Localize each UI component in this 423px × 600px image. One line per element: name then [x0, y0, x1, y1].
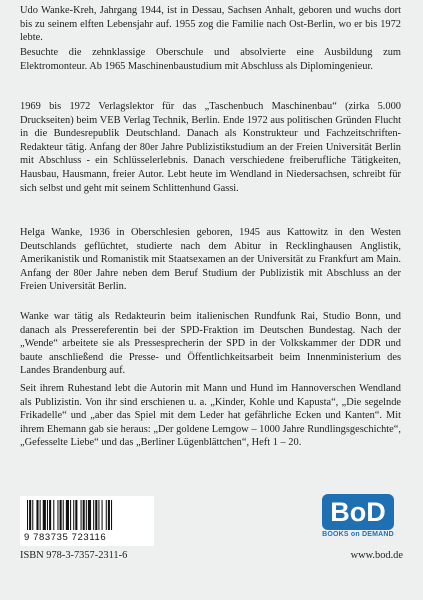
- bio-text: Wanke war tätig als Redakteurin beim italienischen Rundfunk Rai, Studio Bonn, und danach als Pressereferentin bei der SPD-Fraktion im Deutschen Bundestag. Nach der „Wende“ arbeitete sie als Pressesprecherin der SPD in der Volkskammer der DDR und baute anschließend die Presse- und Öffentlichkeitsarbeit beim Innenministerium des Landes Brandenburg auf.: [20, 311, 401, 377]
- bio-text: Udo Wanke-Kreh, Jahrgang 1944, ist in Dessau, Sachsen Anhalt, geboren und wuchs dort bis zu seinem elften Lebensjahr auf. 1955 zog die Familie nach Ost-Berlin, wo er bis 1972 lebte.: [20, 5, 401, 44]
- bio-text: Seit ihrem Ruhestand lebt die Autorin mit Mann und Hund im Hannoverschen Wendland als Publizistin. Von ihr sind erschienen u. a. „Kinder, Kohle und Kapusta“, „Die segelnde Frikadelle“ und „aber das Spiel mit dem Leder hat gefährliche Ecken und Kanten“. Mit ihrem Ehemann gab sie heraus: „Der goldene Lemgow – 1000 Jahre Rundlingsgeschichte“, „Gefesselte Liebe“ und das „Berliner Lügenblättchen“, Heft 1 – 20.: [20, 383, 401, 449]
- coauthor-bio-paragraph-3: [20, 382, 401, 450]
- coauthor-bio-paragraph-2: [20, 310, 401, 378]
- coauthor-bio-paragraph-1: [20, 226, 401, 294]
- barcode-bars: [27, 500, 147, 532]
- publisher-logo: [312, 494, 404, 544]
- author-bio-paragraph-3: [20, 100, 401, 195]
- bio-text: Helga Wanke, 1936 in Oberschlesien geboren, 1945 aus Kattowitz in den Westen Deutschlands geflüchtet, studierte nach dem Abitur in Recklinghausen Anglistik, Amerikanistik und Romanistik mit Staatsexamen an der Universität zu Frankfurt am Main. Anfang der 80er Jahre neben dem Beruf Studium der Publizistik mit Abschluss an der Freien Universität Berlin.: [20, 227, 401, 293]
- bod-logo-subtitle: BOOKS on DEMAND: [322, 531, 394, 538]
- bod-logo-mark: BoD: [322, 494, 394, 530]
- publisher-website: www.bod.de: [350, 550, 403, 561]
- bio-text: Besuchte die zehnklassige Oberschule und absolvierte eine Ausbildung zum Elektromonteur. Ab 1965 Maschinenbaustudium mit Abschluss als Diplomingenieur.: [20, 47, 401, 72]
- isbn-barcode: [20, 496, 154, 546]
- barcode-digits: 9 783735 723116: [24, 532, 107, 543]
- bio-text: 1969 bis 1972 Verlagslektor für das „Taschenbuch Maschinenbau“ (zirka 5.000 Druckseiten) beim VEB Verlag Technik, Berlin. Ende 1972 aus politischen Gründen Flucht in die Bundesrepublik Deutschland. Danach als Konstrukteur und Fachzeitschriften-Redakteur tätig. Anfang der 80er Jahre Publizistikstudium an der Freien Universität Berlin mit Abschluss - ein Schlüsselerlebnis. Danach verschiedene freiberufliche Tätigkeiten, Hausbau, Hausmann, freier Autor. Lebt heute im Wendland in Niedersachsen, schreibt für sich selbst und geht mit seinem Schlittenhund Gassi.: [20, 101, 401, 194]
- author-bio-paragraph-2: [20, 46, 401, 73]
- isbn-number: ISBN 978-3-7357-2311-6: [20, 550, 128, 561]
- author-bio-paragraph-1: [20, 4, 401, 45]
